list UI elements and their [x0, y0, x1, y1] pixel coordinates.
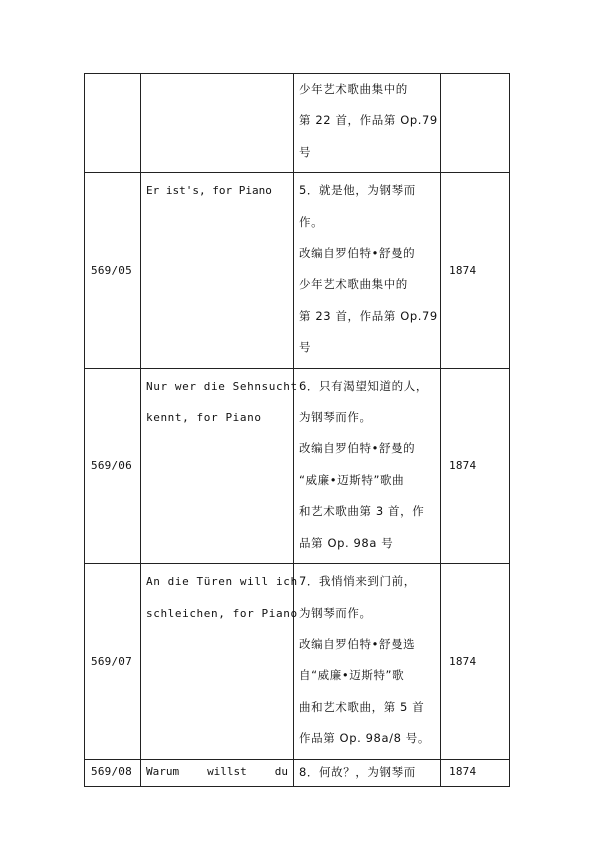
description-line: 为钢琴而作。 — [299, 410, 372, 425]
title-cell — [141, 368, 298, 563]
description-line: 和艺术歌曲第 3 首，作 — [299, 504, 425, 519]
work-title — [141, 760, 293, 782]
works-table — [84, 73, 510, 787]
description-line: 改编自罗伯特•舒曼的 — [299, 246, 416, 261]
table-row — [85, 759, 510, 786]
description-cell — [294, 564, 441, 759]
description-cell — [294, 759, 441, 786]
work-title-line: An die Türen will ich — [146, 575, 298, 589]
description-line: 作品第 Op. 98a/8 号。 — [299, 731, 430, 746]
title-cell — [141, 564, 298, 759]
description-line: 改编自罗伯特•舒曼选 — [299, 636, 416, 651]
catalog-number: 569/06 — [91, 459, 132, 473]
title-cell — [141, 74, 294, 173]
description-line: 曲和艺术歌曲，第 5 首 — [299, 699, 425, 714]
description-line: 第 22 首，作品第 Op.79 — [299, 113, 438, 128]
description-line: “威廉•迈斯特”歌曲 — [299, 472, 405, 487]
year: 1874 — [449, 654, 477, 668]
catalog-number-cell — [85, 368, 141, 563]
work-title-line: kennt, for Piano — [146, 411, 262, 425]
description-line: 为钢琴而作。 — [299, 605, 372, 620]
table-row — [85, 564, 510, 759]
catalog-number: 569/07 — [91, 654, 132, 668]
catalog-number-cell — [85, 74, 141, 173]
catalog-number-cell — [85, 173, 141, 368]
work-title-word: willst — [207, 764, 247, 778]
description-cell — [294, 173, 441, 368]
year-cell — [441, 564, 510, 759]
catalog-number-cell — [85, 564, 141, 759]
description-cell — [294, 74, 441, 173]
table-row — [85, 74, 510, 173]
catalog-number-cell — [85, 759, 141, 786]
work-title-word: du — [274, 764, 288, 778]
year: 1874 — [449, 459, 477, 473]
year-cell — [441, 759, 510, 786]
title-cell — [141, 759, 294, 786]
description-line: 7．我悄悄来到门前， — [299, 574, 416, 589]
work-title-line: schleichen, for Piano — [146, 606, 298, 620]
work-title: Er ist's, for Piano — [146, 184, 272, 198]
table-row — [85, 173, 510, 368]
description-line: 5．就是他，为钢琴而 — [299, 183, 416, 198]
table-row — [85, 368, 510, 563]
description-line: 少年艺术歌曲集中的 — [299, 82, 408, 96]
description-line: 6．只有渴望知道的人， — [299, 378, 428, 393]
description-line: 自“威廉•迈斯特”歌 — [299, 668, 405, 683]
work-title-line: Nur wer die Sehnsucht — [146, 379, 298, 393]
description-line: 号 — [299, 144, 312, 159]
description-cell — [294, 368, 441, 563]
description-line: 8．何故？，为钢琴而 — [299, 764, 416, 779]
description-line: 号 — [299, 340, 312, 355]
catalog-number: 569/08 — [91, 764, 132, 778]
work-title-word: Warum — [146, 764, 180, 778]
description-line: 改编自罗伯特•舒曼的 — [299, 441, 416, 456]
year-cell — [441, 74, 510, 173]
catalog-number: 569/05 — [91, 263, 132, 277]
year: 1874 — [449, 263, 477, 277]
description-line: 少年艺术歌曲集中的 — [299, 277, 408, 292]
year-cell — [441, 173, 510, 368]
description-line: 第 23 首，作品第 Op.79 — [299, 308, 438, 323]
description-line: 品第 Op. 98a 号 — [299, 535, 394, 550]
year: 1874 — [449, 764, 477, 778]
year-cell — [441, 368, 510, 563]
title-cell — [141, 173, 294, 368]
description-line: 作。 — [299, 214, 324, 229]
